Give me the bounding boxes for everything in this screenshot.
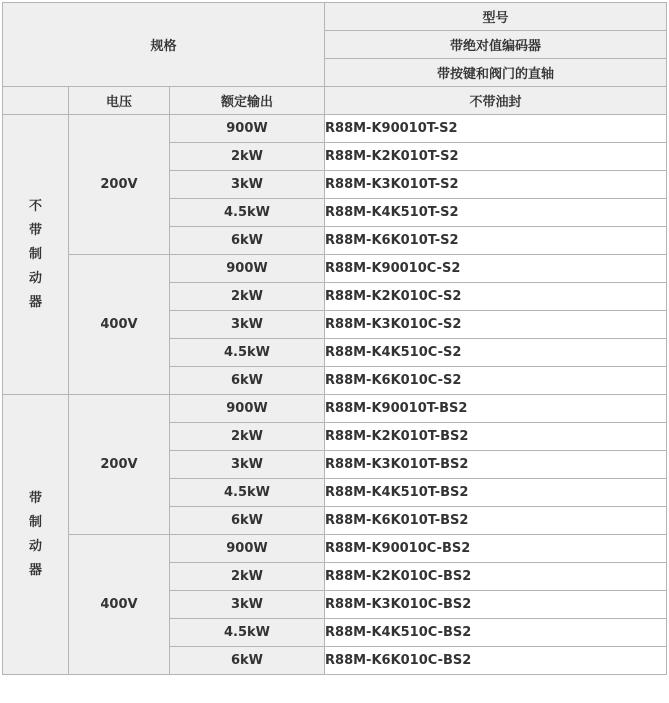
table-row — [3, 535, 667, 563]
table-body — [3, 115, 667, 675]
rated-output-cell: 4.5kW — [170, 619, 325, 647]
rated-output-cell: 6kW — [170, 647, 325, 675]
group-label-char: 带 — [28, 222, 42, 238]
group-label-char: 不 — [28, 198, 42, 214]
spec-header: 规格 — [3, 3, 325, 87]
voltage-header: 电压 — [69, 87, 170, 115]
rated-output-cell: 2kW — [170, 423, 325, 451]
rated-output-cell: 2kW — [170, 143, 325, 171]
model-number-cell: R88M-K4K510C-S2 — [325, 339, 667, 367]
model-number-cell: R88M-K90010C-S2 — [325, 255, 667, 283]
table-row — [3, 395, 667, 423]
group-label-char: 制 — [28, 514, 42, 530]
rated-output-cell: 4.5kW — [170, 479, 325, 507]
model-number-cell: R88M-K6K010C-S2 — [325, 367, 667, 395]
group-label-char: 动 — [28, 538, 42, 554]
model-number-cell: R88M-K4K510C-BS2 — [325, 619, 667, 647]
rated-output-cell: 6kW — [170, 507, 325, 535]
rated-output-cell: 4.5kW — [170, 199, 325, 227]
table-row — [3, 115, 667, 143]
voltage-cell: 200V — [69, 115, 170, 255]
rated-output-cell: 900W — [170, 535, 325, 563]
rated-output-header: 额定输出 — [170, 87, 325, 115]
group-label-char: 动 — [28, 270, 42, 286]
model-number-cell: R88M-K2K010T-S2 — [325, 143, 667, 171]
rated-output-cell: 4.5kW — [170, 339, 325, 367]
voltage-cell: 400V — [69, 535, 170, 675]
model-number-cell: R88M-K3K010T-S2 — [325, 171, 667, 199]
rated-output-cell: 2kW — [170, 283, 325, 311]
group-label-char: 带 — [28, 490, 42, 506]
voltage-cell: 200V — [69, 395, 170, 535]
model-number-cell: R88M-K90010T-BS2 — [325, 395, 667, 423]
rated-output-cell: 2kW — [170, 563, 325, 591]
shaft-header: 带按键和阀门的直轴 — [325, 59, 667, 87]
model-number-cell: R88M-K6K010C-BS2 — [325, 647, 667, 675]
model-number-cell: R88M-K3K010T-BS2 — [325, 451, 667, 479]
model-number-cell: R88M-K90010C-BS2 — [325, 535, 667, 563]
model-number-cell: R88M-K4K510T-BS2 — [325, 479, 667, 507]
group-label-char: 制 — [28, 246, 42, 262]
rated-output-cell: 6kW — [170, 227, 325, 255]
table-header — [3, 3, 667, 115]
model-number-cell: R88M-K2K010T-BS2 — [325, 423, 667, 451]
rated-output-cell: 3kW — [170, 451, 325, 479]
model-number-cell: R88M-K6K010T-S2 — [325, 227, 667, 255]
rated-output-cell: 900W — [170, 395, 325, 423]
rated-output-cell: 6kW — [170, 367, 325, 395]
group-label-char: 器 — [28, 294, 42, 310]
no-oil-seal-header: 不带油封 — [325, 87, 667, 115]
model-number-cell: R88M-K3K010C-BS2 — [325, 591, 667, 619]
voltage-cell: 400V — [69, 255, 170, 395]
rated-output-cell: 3kW — [170, 171, 325, 199]
encoder-header: 带绝对值编码器 — [325, 31, 667, 59]
model-number-cell: R88M-K3K010C-S2 — [325, 311, 667, 339]
model-number-cell: R88M-K6K010T-BS2 — [325, 507, 667, 535]
rated-output-cell: 3kW — [170, 311, 325, 339]
model-header: 型号 — [325, 3, 667, 31]
brake-group-label — [3, 395, 69, 675]
rated-output-cell: 900W — [170, 255, 325, 283]
blank-header-cell — [3, 87, 69, 115]
brake-group-label — [3, 115, 69, 395]
model-number-cell: R88M-K2K010C-S2 — [325, 283, 667, 311]
rated-output-cell: 3kW — [170, 591, 325, 619]
model-number-cell: R88M-K4K510T-S2 — [325, 199, 667, 227]
table-row — [3, 255, 667, 283]
spec-table — [2, 2, 667, 675]
model-number-cell: R88M-K2K010C-BS2 — [325, 563, 667, 591]
group-label-char: 器 — [28, 562, 42, 578]
model-number-cell: R88M-K90010T-S2 — [325, 115, 667, 143]
rated-output-cell: 900W — [170, 115, 325, 143]
